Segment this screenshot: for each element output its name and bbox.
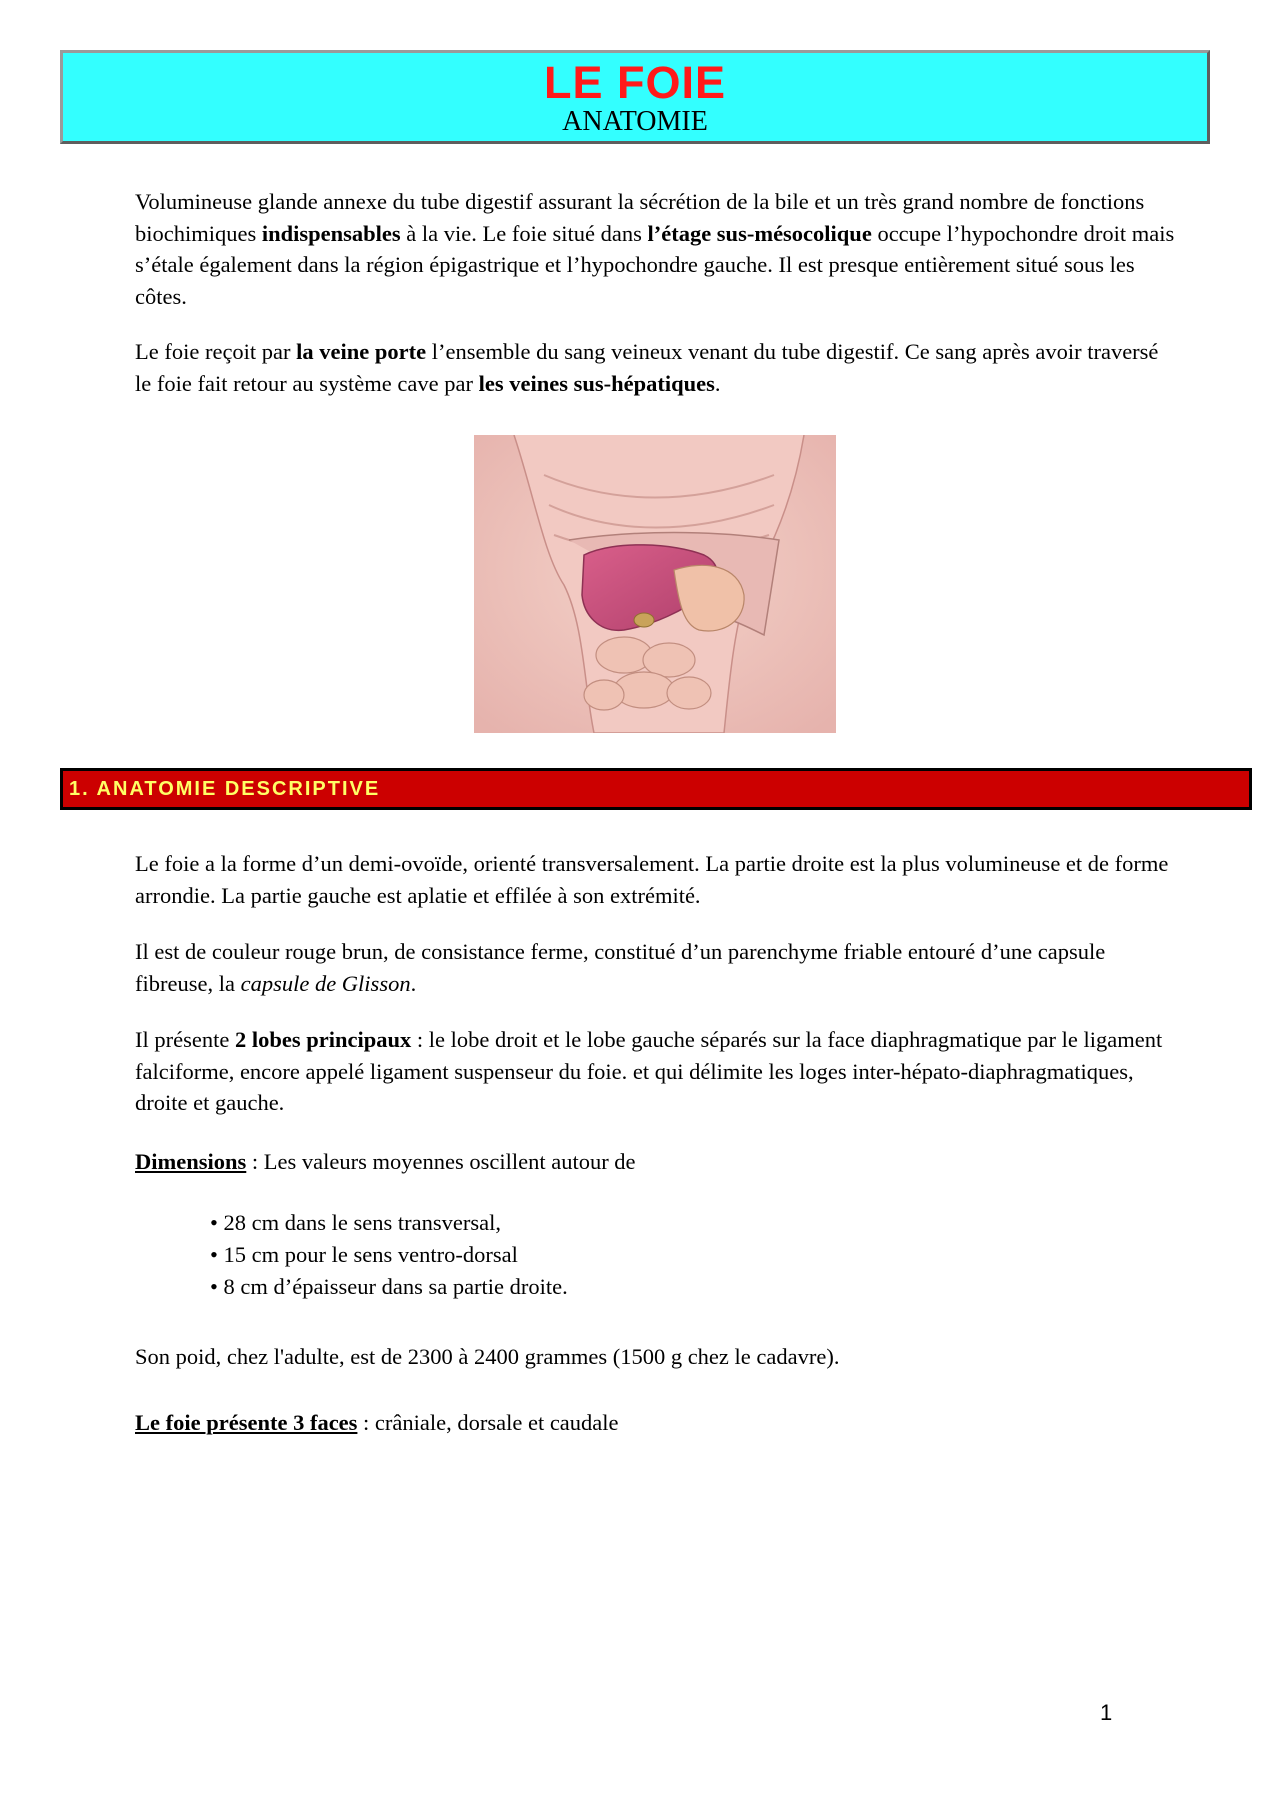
section1-paragraph-2: Il est de couleur rouge brun, de consistance ferme, constitué d’un parenchyme friable entouré d’une capsule fibreuse, la capsule de Glisson. — [135, 939, 1106, 996]
dimensions-list — [210, 1207, 568, 1303]
intro-paragraph-1: Volumineuse glande annexe du tube digestif assurant la sécrétion de la bile et un très grand nombre de fonctions biochimiques indispensables à la vie. Le foie situé dans l’étage sus-mésocolique occupe l’hypochondre droit mais s’étale également dans la région épigastrique et l’hypochondre gauche. Il est presque entièrement situé sous les côtes. — [135, 189, 1175, 309]
liver-anatomy-illustration — [474, 435, 836, 733]
intro-paragraph-2: Le foie reçoit par la veine porte l’ensemble du sang veineux venant du tube digestif. Ce sang après avoir traversé le foie fait retour au système cave par les veines sus-hépatiques. — [135, 339, 1159, 396]
list-item: • 28 cm dans le sens transversal, — [210, 1207, 568, 1239]
list-item: • 15 cm pour le sens ventro-dorsal — [210, 1239, 568, 1271]
list-item: • 8 cm d’épaisseur dans sa partie droite. — [210, 1271, 568, 1303]
page-number: 1 — [1100, 1700, 1113, 1725]
faces-paragraph: Le foie présente 3 faces : crâniale, dorsale et caudale — [135, 1410, 619, 1435]
page-title: LE FOIE — [543, 57, 726, 108]
dimensions-paragraph: Dimensions : Les valeurs moyennes oscillent autour de — [135, 1149, 636, 1174]
weight-paragraph: Son poid, chez l'adulte, est de 2300 à 2400 grammes (1500 g chez le cadavre). — [135, 1344, 840, 1369]
section-heading: 1. ANATOMIE DESCRIPTIVE — [69, 778, 381, 800]
section-heading-bar — [60, 768, 1252, 810]
faces-label: Le foie présente 3 faces — [135, 1410, 358, 1435]
dimensions-label: Dimensions — [135, 1149, 247, 1174]
section1-paragraph-3: Il présente 2 lobes principaux : le lobe droit et le lobe gauche séparés sur la face diaphragmatique par le ligament falciforme, encore appelé ligament suspenseur du foie. et qui délimite les loges inter-hépato-diaphragmatiques, droite et gauche. — [135, 1027, 1163, 1115]
title-box — [60, 50, 1210, 144]
page-subtitle: ANATOMIE — [562, 106, 708, 137]
section1-paragraph-1: Le foie a la forme d’un demi-ovoïde, orienté transversalement. La partie droite est la plus volumineuse et de forme arrondie. La partie gauche est aplatie et effilée à son extrémité. — [135, 851, 1169, 908]
